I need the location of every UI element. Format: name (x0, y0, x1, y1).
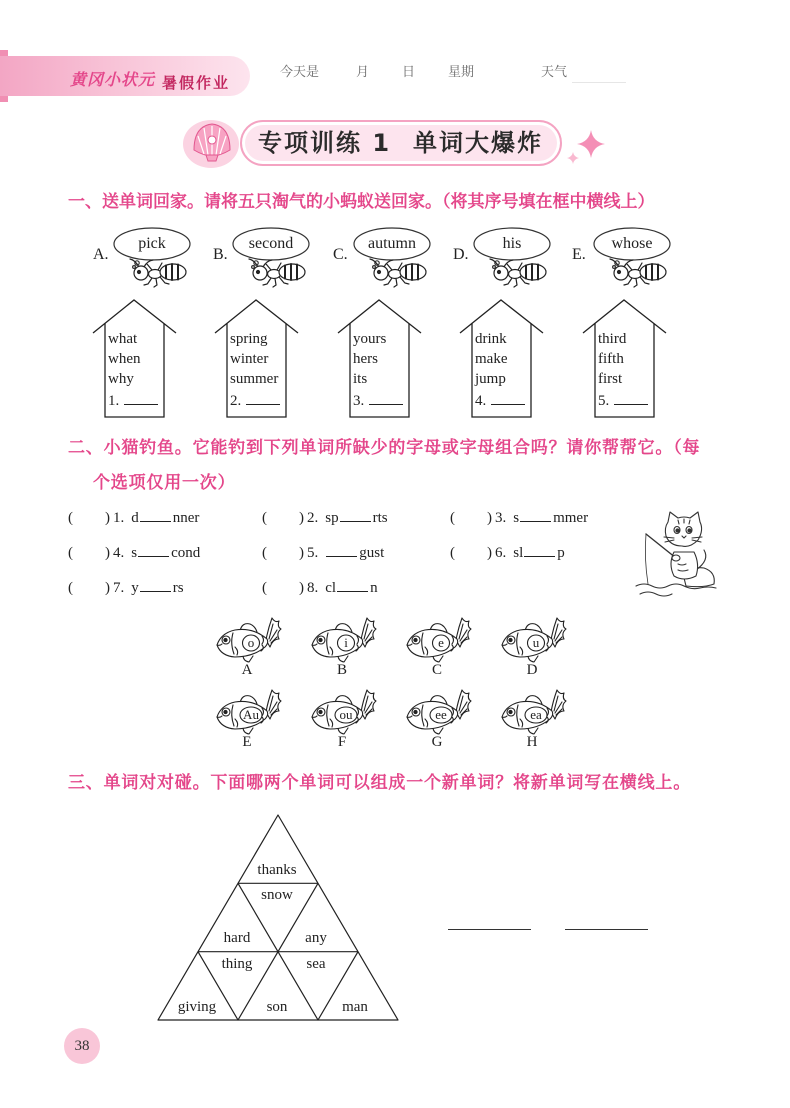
house-word: why (108, 371, 134, 387)
word-house (92, 299, 178, 421)
house-word: yours (353, 331, 387, 347)
fill-in-question (262, 578, 378, 598)
missing-letters-blank[interactable] (337, 578, 368, 592)
answer-paren-close: ) (299, 545, 304, 561)
answer-paren-close: ) (105, 545, 110, 561)
word-house (459, 299, 545, 421)
word-suffix: n (370, 580, 378, 596)
question-number: 1. (113, 510, 125, 526)
house-word: what (108, 331, 138, 347)
fish-letter: ea (530, 707, 542, 722)
fish-option-label: C (431, 662, 443, 678)
fish-letter: e (438, 635, 444, 650)
question-number: 2. (307, 510, 319, 526)
answer-paren-open: ( (450, 510, 455, 526)
triangle-word-row3-left: giving (177, 999, 217, 1015)
house-answer (230, 391, 280, 411)
ant-bubble-word: autumn (368, 235, 416, 252)
ant-bubble-word: whose (611, 235, 653, 252)
weather-fill-line[interactable] (572, 82, 626, 83)
house-word: jump (475, 371, 506, 387)
sparkle-icon (565, 128, 609, 172)
fish-icon (308, 615, 378, 667)
fish-letter: u (532, 635, 540, 650)
fill-in-question (450, 508, 588, 528)
ant-card[interactable] (473, 226, 573, 288)
answer-paren-close: ) (487, 510, 492, 526)
word-suffix: mmer (553, 510, 589, 526)
fish-letter: ou (339, 707, 353, 722)
section2-heading-line1: 二、小猫钓鱼。它能钓到下列单词所缺少的字母或字母组合吗？请你帮帮它。（每 (68, 438, 701, 458)
date-weekday-label: 星期 (448, 65, 475, 80)
answer-paren-open: ( (450, 545, 455, 561)
triangle-word-row3-inverted-right: sea (306, 956, 326, 972)
word-prefix: sp (325, 510, 339, 526)
fish-option-label: B (336, 662, 348, 678)
date-weather-label: 天气 (541, 65, 568, 80)
house-word: make (475, 351, 508, 367)
house-answer-blank[interactable] (614, 391, 648, 405)
ant-card[interactable] (353, 226, 453, 288)
answer-paren-open: ( (262, 580, 267, 596)
triangle-grid (155, 812, 401, 1024)
fishing-cat-illustration (634, 508, 718, 602)
fish-option-label: E (242, 734, 252, 750)
date-day-label: 日 (402, 65, 416, 80)
missing-letters-blank[interactable] (520, 508, 551, 522)
missing-letters-blank[interactable] (524, 543, 555, 557)
answer-paren-close: ) (299, 510, 304, 526)
fill-in-question (262, 543, 384, 563)
answer-paren-open: ( (68, 545, 73, 561)
question-number: 8. (307, 580, 319, 596)
missing-letters-blank[interactable] (140, 508, 171, 522)
ant-card[interactable] (593, 226, 693, 288)
word-suffix: nner (172, 510, 200, 526)
house-answer (475, 391, 525, 411)
house-answer-blank[interactable] (491, 391, 525, 405)
triangle-word-row3-middle: son (266, 999, 288, 1015)
triangle-word-top: thanks (257, 862, 297, 878)
ant-option-label: C. (333, 246, 348, 263)
ant-option-label: E. (572, 246, 586, 263)
triangle-word-row2-inverted: snow (261, 887, 293, 903)
section1-heading: 一、送单词回家。请将五只淘气的小蚂蚁送回家。（将其序号填在框中横线上） (68, 192, 655, 212)
triangle-word-row3-right: man (342, 999, 368, 1015)
answer-box[interactable] (267, 508, 299, 522)
answer-paren-open: ( (68, 510, 73, 526)
answer-paren-close: ) (105, 510, 110, 526)
fill-in-question (450, 543, 565, 563)
word-prefix: y (131, 580, 139, 596)
answer-paren-open: ( (68, 580, 73, 596)
question-number: 6. (495, 545, 507, 561)
ant-card[interactable] (232, 226, 332, 288)
section-title-badge (240, 120, 562, 166)
ant-option-label: D. (453, 246, 469, 263)
house-word: fifth (598, 351, 624, 367)
fish-letter: i (344, 635, 348, 650)
ant-option-label: A. (93, 246, 109, 263)
word-suffix: rts (372, 510, 388, 526)
book-title: 暑假作业 (162, 74, 231, 92)
fish-option-label: G (431, 734, 443, 750)
fish-option[interactable] (403, 687, 473, 739)
fish-option[interactable] (403, 615, 473, 667)
house-answer-blank[interactable] (369, 391, 403, 405)
house-answer-number: 4. (475, 393, 487, 409)
house-word: spring (230, 331, 268, 347)
house-answer (353, 391, 403, 411)
ant-option-label: B. (213, 246, 228, 263)
answer-box[interactable] (73, 508, 105, 522)
house-answer-number: 5. (598, 393, 610, 409)
house-word: when (108, 351, 141, 367)
answer-paren-close: ) (105, 580, 110, 596)
title-name: 单词大爆炸 (413, 129, 543, 157)
fish-option-label: H (526, 734, 538, 750)
word-house (337, 299, 423, 421)
ant-bubble-word: second (248, 235, 294, 252)
fish-letter: Au (243, 707, 259, 722)
question-number: 7. (113, 580, 125, 596)
house-word: summer (230, 371, 279, 387)
house-word: its (353, 371, 368, 387)
shell-icon (180, 114, 246, 174)
house-answer-number: 3. (353, 393, 365, 409)
brand-logo-text: 黄冈小状元 (70, 70, 156, 89)
section2-heading-line2: 个选项仅用一次） (93, 473, 236, 493)
new-word-answer-line-1[interactable] (448, 924, 531, 930)
word-prefix: s (513, 510, 520, 526)
fill-in-question (68, 508, 199, 528)
fish-option-label: D (526, 662, 538, 678)
fish-option[interactable] (308, 687, 378, 739)
answer-box[interactable] (73, 578, 105, 592)
fish-option-label: A (241, 662, 253, 678)
fill-in-question (262, 508, 388, 528)
house-answer-blank[interactable] (246, 391, 280, 405)
answer-box[interactable] (455, 543, 487, 557)
word-triangle-puzzle (155, 812, 401, 1024)
word-suffix: gust (359, 545, 385, 561)
word-prefix: s (131, 545, 138, 561)
answer-paren-close: ) (299, 580, 304, 596)
answer-box[interactable] (73, 543, 105, 557)
house-word: winter (230, 351, 269, 367)
section3-heading: 三、单词对对碰。下面哪两个单词可以组成一个新单词？将新单词写在横线上。 (68, 773, 691, 793)
question-number: 4. (113, 545, 125, 561)
house-answer (598, 391, 648, 411)
house-word: drink (475, 331, 507, 347)
house-word: third (598, 331, 627, 347)
fill-in-question (68, 578, 184, 598)
house-answer-number: 2. (230, 393, 242, 409)
word-suffix: p (557, 545, 565, 561)
triangle-word-row2-right: any (305, 930, 327, 946)
question-number: 5. (307, 545, 319, 561)
word-house (582, 299, 668, 421)
date-month-label: 月 (356, 65, 370, 80)
word-prefix: cl (325, 580, 337, 596)
missing-letters-blank[interactable] (138, 543, 169, 557)
ant-card[interactable] (113, 226, 213, 288)
answer-box[interactable] (267, 578, 299, 592)
ant-illustration (473, 226, 573, 288)
house-word: first (598, 371, 623, 387)
house-answer-blank[interactable] (124, 391, 158, 405)
missing-letters-blank[interactable] (140, 578, 171, 592)
answer-paren-open: ( (262, 545, 267, 561)
house-answer (108, 391, 158, 411)
word-prefix: d (131, 510, 139, 526)
page-number-badge: 38 (64, 1028, 100, 1064)
ant-bubble-word: pick (138, 235, 166, 252)
word-suffix: rs (172, 580, 184, 596)
fish-letter: ee (435, 707, 447, 722)
answer-box[interactable] (455, 508, 487, 522)
question-number: 3. (495, 510, 507, 526)
triangle-word-row3-inverted-left: thing (221, 956, 253, 972)
fish-letter: o (247, 635, 255, 650)
fish-option[interactable] (498, 615, 568, 667)
date-today-label: 今天是 (280, 65, 320, 80)
answer-box[interactable] (267, 543, 299, 557)
word-suffix: cond (171, 545, 201, 561)
house-answer-number: 1. (108, 393, 120, 409)
answer-paren-open: ( (262, 510, 267, 526)
new-word-answer-line-2[interactable] (565, 924, 648, 930)
house-word: hers (353, 351, 378, 367)
fish-option[interactable] (213, 687, 283, 739)
missing-letters-blank[interactable] (326, 543, 357, 557)
ant-bubble-word: his (502, 235, 522, 252)
fish-option[interactable] (498, 687, 568, 739)
answer-paren-close: ) (487, 545, 492, 561)
fill-in-question (68, 543, 200, 563)
missing-letters-blank[interactable] (340, 508, 371, 522)
fish-option[interactable] (213, 615, 283, 667)
word-house (214, 299, 300, 421)
word-prefix: sl (513, 545, 524, 561)
fish-option-label: F (337, 734, 347, 750)
triangle-word-row2-left: hard (223, 930, 251, 946)
fish-option[interactable] (308, 615, 378, 667)
title-series: 专项训练 1 (258, 129, 392, 157)
